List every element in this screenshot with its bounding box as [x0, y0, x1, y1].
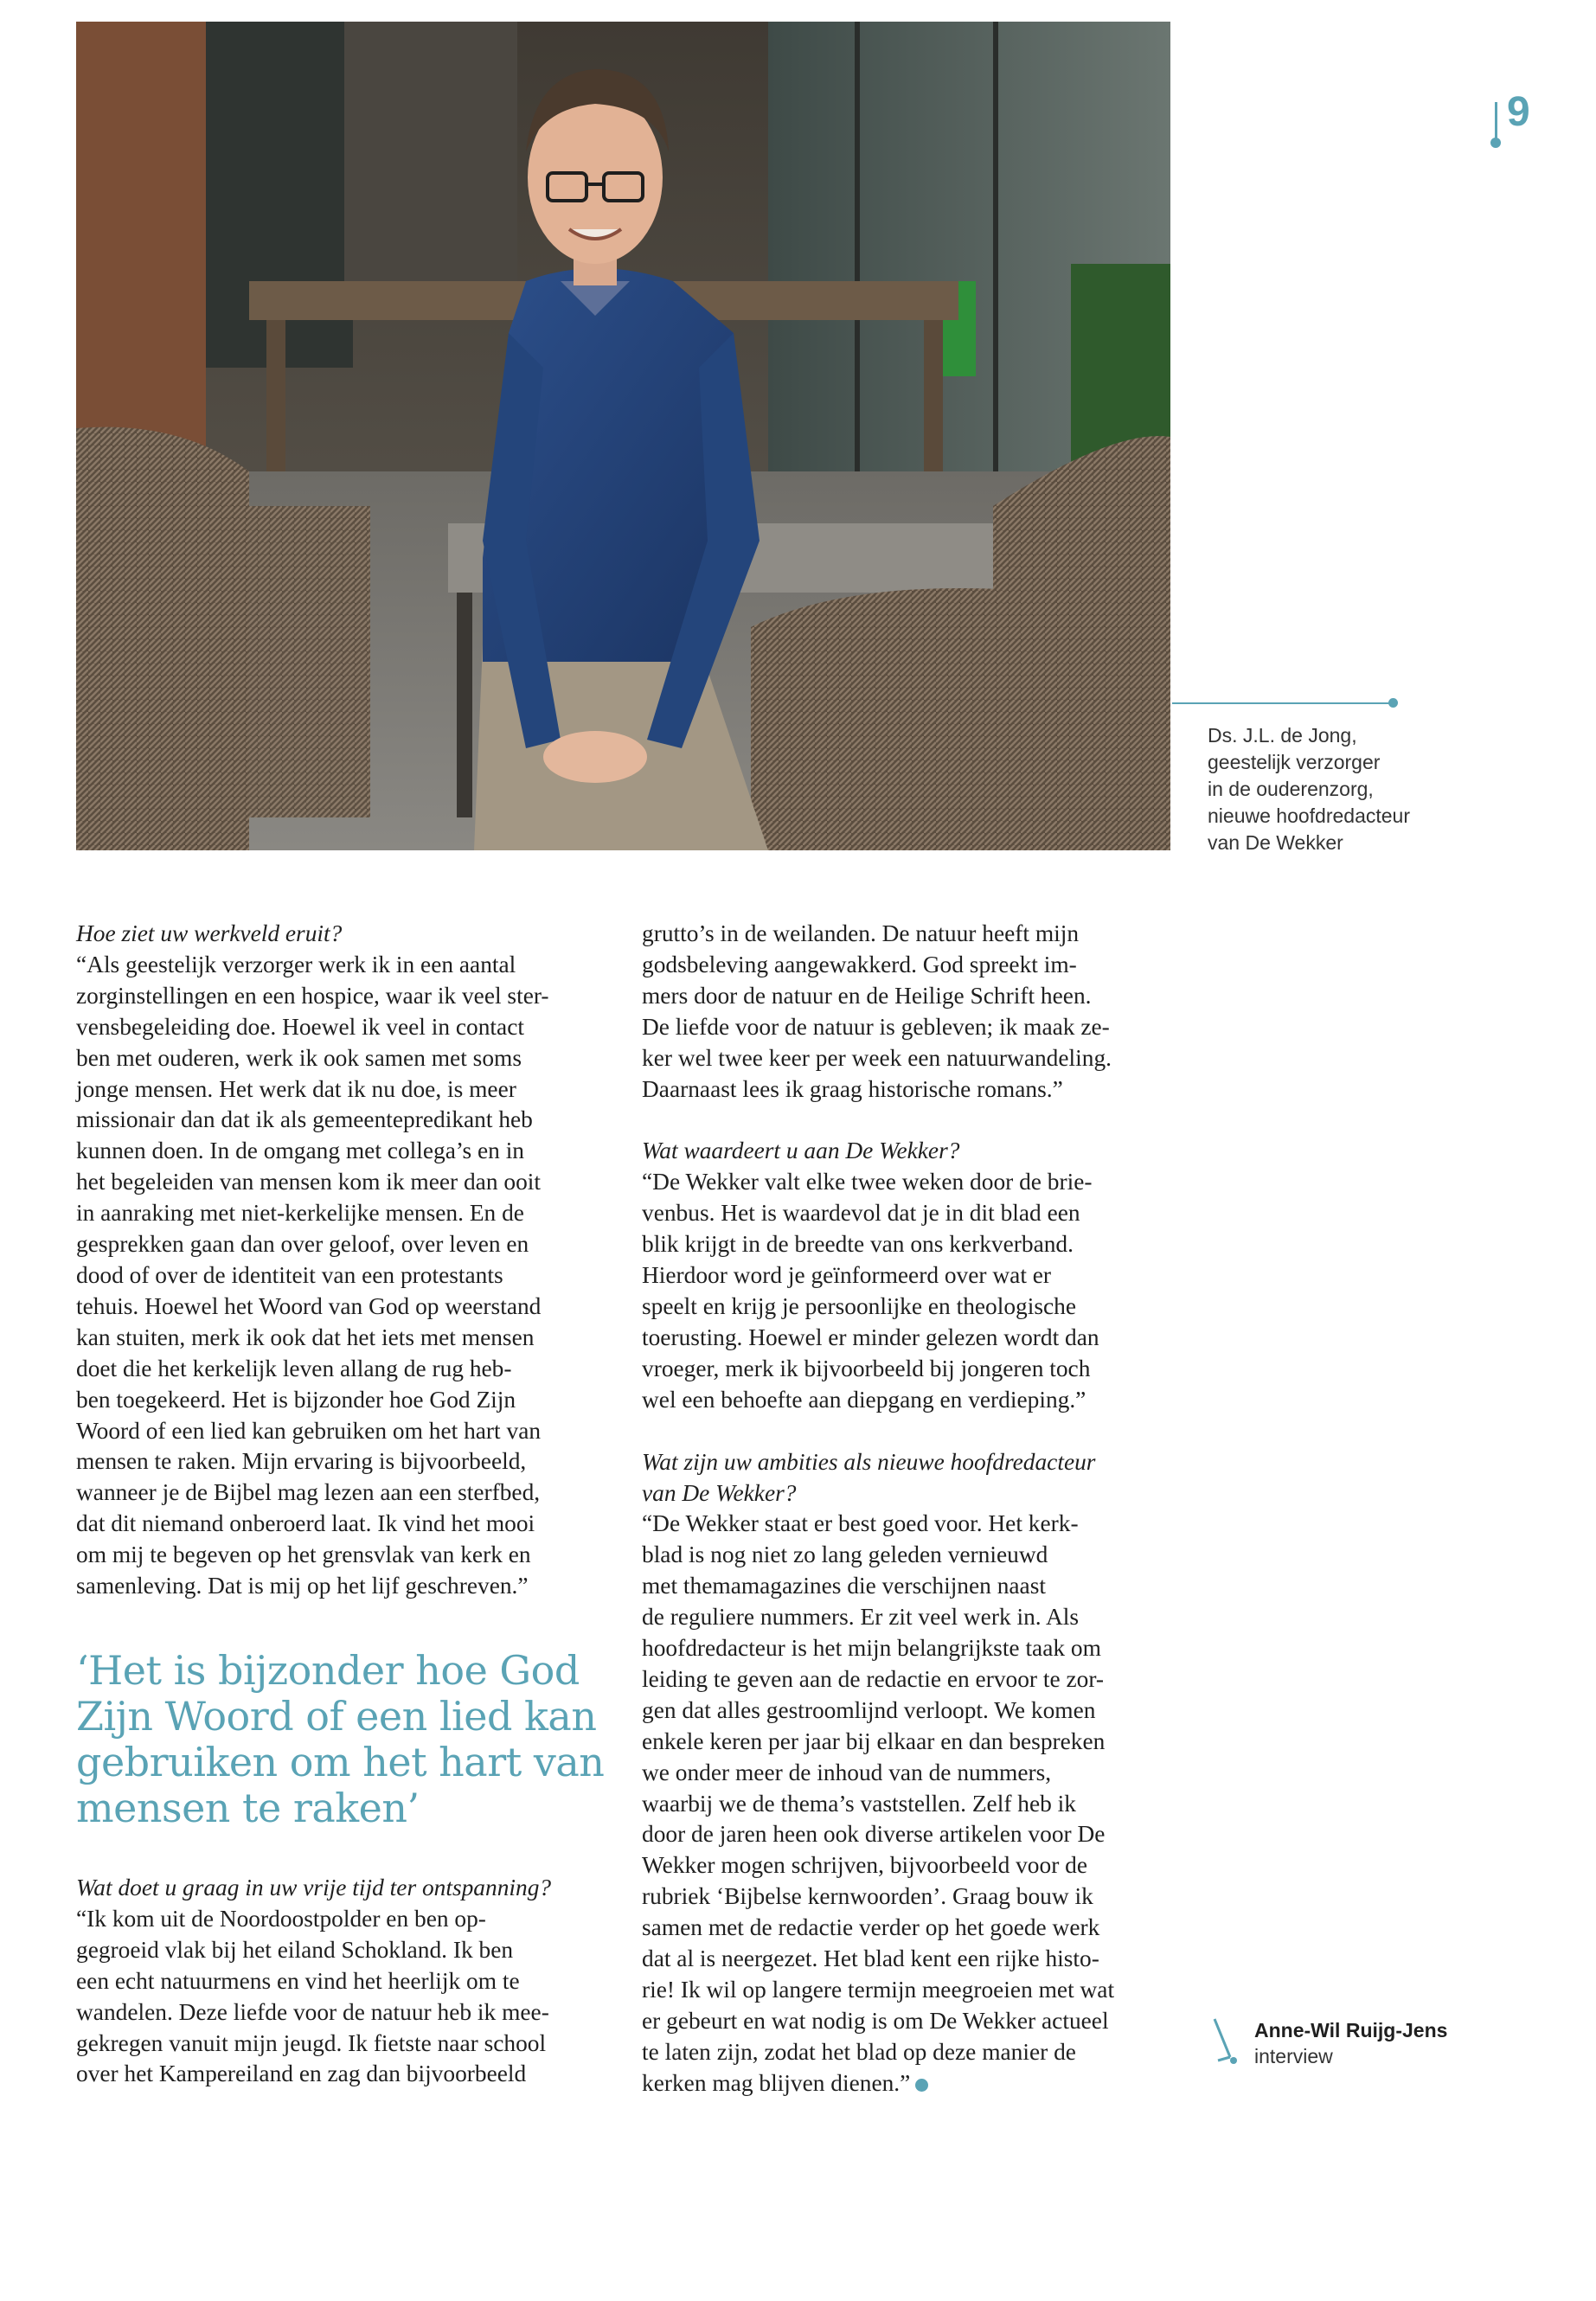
pull-quote-line: Zijn Woord of een lied kan — [76, 1693, 597, 1740]
text-line: dood of over de identiteit van een protestants — [76, 1261, 503, 1288]
text-line: Daarnaast lees ik graag historische romans.” — [642, 1075, 1063, 1102]
caption-line: Ds. J.L. de Jong, — [1208, 724, 1357, 747]
text-line: doet die het kerkelijk leven allang de rug heb- — [76, 1355, 512, 1381]
text-line: venbus. Het is waardevol dat je in dit blad een — [642, 1200, 1080, 1227]
text-line: rubriek ‘Bijbelse kernwoorden’. Graag bouw ik — [642, 1883, 1093, 1910]
text-line: wanneer je de Bijbel mag lezen aan een sterfbed, — [76, 1479, 541, 1506]
text-line: kerken mag blijven dienen.” — [642, 2069, 911, 2096]
text-line: ben toegekeerd. Het is bijzonder hoe God Zijn — [76, 1386, 516, 1413]
text-line: godsbeleving aangewakkerd. God spreekt im- — [642, 951, 1077, 977]
text-line: in aanraking met niet-kerkelijke mensen. En de — [76, 1200, 524, 1227]
text-line: wel een behoefte aan diepgang en verdieping.” — [642, 1386, 1086, 1413]
author-credit — [1254, 2017, 1447, 2069]
text-line: waarbij we de thema’s vaststellen. Zelf heb ik — [642, 1790, 1076, 1817]
text-line: te laten zijn, zodat het blad op deze manier de — [642, 2038, 1076, 2065]
text-line: enkele keren per jaar bij elkaar en dan bespreken — [642, 1727, 1106, 1754]
text-line: wandelen. Deze liefde voor de natuur heb ik mee- — [76, 1998, 549, 2025]
text-line: tehuis. Hoewel het Woord van God op weerstand — [76, 1292, 542, 1319]
text-line: het begeleiden van mensen kom ik meer dan ooit — [76, 1169, 541, 1195]
text-line: grutto’s in de weilanden. De natuur heeft mijn — [642, 920, 1080, 946]
author-role: interview — [1254, 2045, 1333, 2067]
portrait-photo — [76, 22, 1170, 850]
text-line: we onder meer de inhoud van de nummers, — [642, 1759, 1052, 1785]
text-line: kan stuiten, merk ik ook dat het iets met mensen — [76, 1324, 535, 1350]
text-line: mers door de natuur en de Heilige Schrift heen. — [642, 982, 1092, 1009]
question-heading: Hoe ziet uw werkveld eruit? — [76, 920, 343, 946]
caption-line: in de ouderenzorg, — [1208, 778, 1374, 800]
text-line: De liefde voor de natuur is gebleven; ik maak ze- — [642, 1013, 1110, 1040]
article-column-left-lower — [76, 1873, 608, 2090]
text-line: missionair dan dat ik als gemeentepredikant heb — [76, 1106, 533, 1133]
end-of-article-dot — [915, 2079, 928, 2092]
text-line: vroeger, merk ik bijvoorbeeld bij jongeren toch — [642, 1355, 1091, 1381]
text-line: blad is nog niet zo lang geleden vernieuwd — [642, 1541, 1048, 1568]
pull-quote-line: mensen te raken’ — [76, 1785, 420, 1831]
text-line: gesprekken gaan dan over geloof, over leven en — [76, 1231, 529, 1258]
text-line: “Als geestelijk verzorger werk ik in een aantal — [76, 951, 516, 977]
text-line: om mij te begeven op het grensvlak van kerk en — [76, 1541, 531, 1568]
text-line: dat al is neergezet. Het blad kent een rijke histo- — [642, 1945, 1099, 1972]
text-line: ben met ouderen, werk ik ook samen met soms — [76, 1044, 522, 1071]
text-line: mensen te raken. Mijn ervaring is bijvoorbeeld, — [76, 1448, 527, 1475]
text-line: hoofdredacteur is het mijn belangrijkste taak om — [642, 1635, 1101, 1662]
answer-paragraph — [76, 950, 608, 1602]
caption-leader-dot — [1388, 698, 1398, 708]
caption-line: nieuwe hoofdredacteur — [1208, 804, 1410, 827]
text-line: een echt natuurmens en vind het heerlijk om te — [76, 1967, 520, 1994]
text-line: Hierdoor word je geïnformeerd over wat er — [642, 1262, 1052, 1289]
article-column-left — [76, 919, 608, 1602]
text-line: jonge mensen. Het werk dat ik nu doe, is meer — [76, 1075, 516, 1102]
text-line: leiding te geven aan de redactie en ervoor te zor- — [642, 1665, 1105, 1692]
page-number: 9 — [1507, 89, 1530, 135]
page-number-rule — [1495, 102, 1497, 142]
text-line: gen dat alles gestroomlijnd verloopt. We komen — [642, 1696, 1096, 1723]
author-pen-icon — [1211, 2016, 1246, 2072]
text-line: door de jaren heen ook diverse artikelen voor De — [642, 1821, 1106, 1848]
text-line: gekregen vanuit mijn jeugd. Ik fietste naar school — [76, 2029, 547, 2056]
text-line: ker wel twee keer per week een natuurwandeling. — [642, 1044, 1112, 1071]
text-line: dat dit niemand onberoerd laat. Ik vind het mooi — [76, 1510, 535, 1537]
text-line: “De Wekker staat er best goed voor. Het kerk- — [642, 1510, 1079, 1537]
text-line: toerusting. Hoewel er minder gelezen wordt dan — [642, 1324, 1099, 1350]
text-line: gegroeid vlak bij het eiland Schokland. Ik ben — [76, 1936, 514, 1963]
text-line: blik krijgt in de breedte van ons kerkverband. — [642, 1231, 1074, 1258]
author-name: Anne-Wil Ruijg-Jens — [1254, 2019, 1448, 2041]
text-line: de reguliere nummers. Er zit veel werk in. Als — [642, 1604, 1080, 1631]
question-heading: Wat zijn uw ambities als nieuwe hoofdredacteur — [642, 1448, 1096, 1475]
page-number-dot — [1490, 138, 1501, 148]
caption-line: geestelijk verzorger — [1208, 751, 1381, 773]
text-line: rie! Ik wil op langere termijn meegroeien met wat — [642, 1977, 1115, 2003]
text-line: met themamagazines die verschijnen naast — [642, 1573, 1046, 1599]
text-line: “Ik kom uit de Noordoostpolder en ben op- — [76, 1905, 486, 1932]
article-column-right — [642, 919, 1174, 2099]
text-line: speelt en krijg je persoonlijke en theologische — [642, 1292, 1077, 1319]
photo-caption — [1208, 722, 1467, 856]
text-line: over het Kampereiland en zag dan bijvoorbeeld — [76, 2061, 527, 2087]
caption-line: van De Wekker — [1208, 831, 1343, 854]
pull-quote — [76, 1648, 604, 1831]
text-line: samen met de redactie verder op het goede werk — [642, 1914, 1100, 1941]
text-line: er gebeurt en wat nodig is om De Wekker actueel — [642, 2007, 1109, 2034]
text-line: zorginstellingen en een hospice, waar ik veel ster- — [76, 982, 549, 1009]
text-line: Woord of een lied kan gebruiken om het hart van — [76, 1417, 542, 1444]
text-line: vensbegeleiding doe. Hoewel ik veel in contact — [76, 1013, 524, 1040]
last-text-line — [642, 2068, 1174, 2099]
text-line: “De Wekker valt elke twee weken door de brie- — [642, 1169, 1093, 1195]
text-line: samenleving. Dat is mij op het lijf geschreven.” — [76, 1573, 529, 1599]
caption-leader-line — [1172, 702, 1394, 704]
pull-quote-line: gebruiken om het hart van — [76, 1739, 605, 1785]
text-line: Wekker mogen schrijven, bijvoorbeeld voor de — [642, 1852, 1088, 1879]
question-heading: van De Wekker? — [642, 1479, 797, 1506]
pull-quote-line: ‘Het is bijzonder hoe God — [76, 1647, 580, 1694]
text-line: kunnen doen. In de omgang met collega’s en in — [76, 1138, 525, 1164]
question-heading: Wat waardeert u aan De Wekker? — [642, 1138, 960, 1164]
question-heading: Wat doet u graag in uw vrije tijd ter ontspanning? — [76, 1875, 552, 1900]
